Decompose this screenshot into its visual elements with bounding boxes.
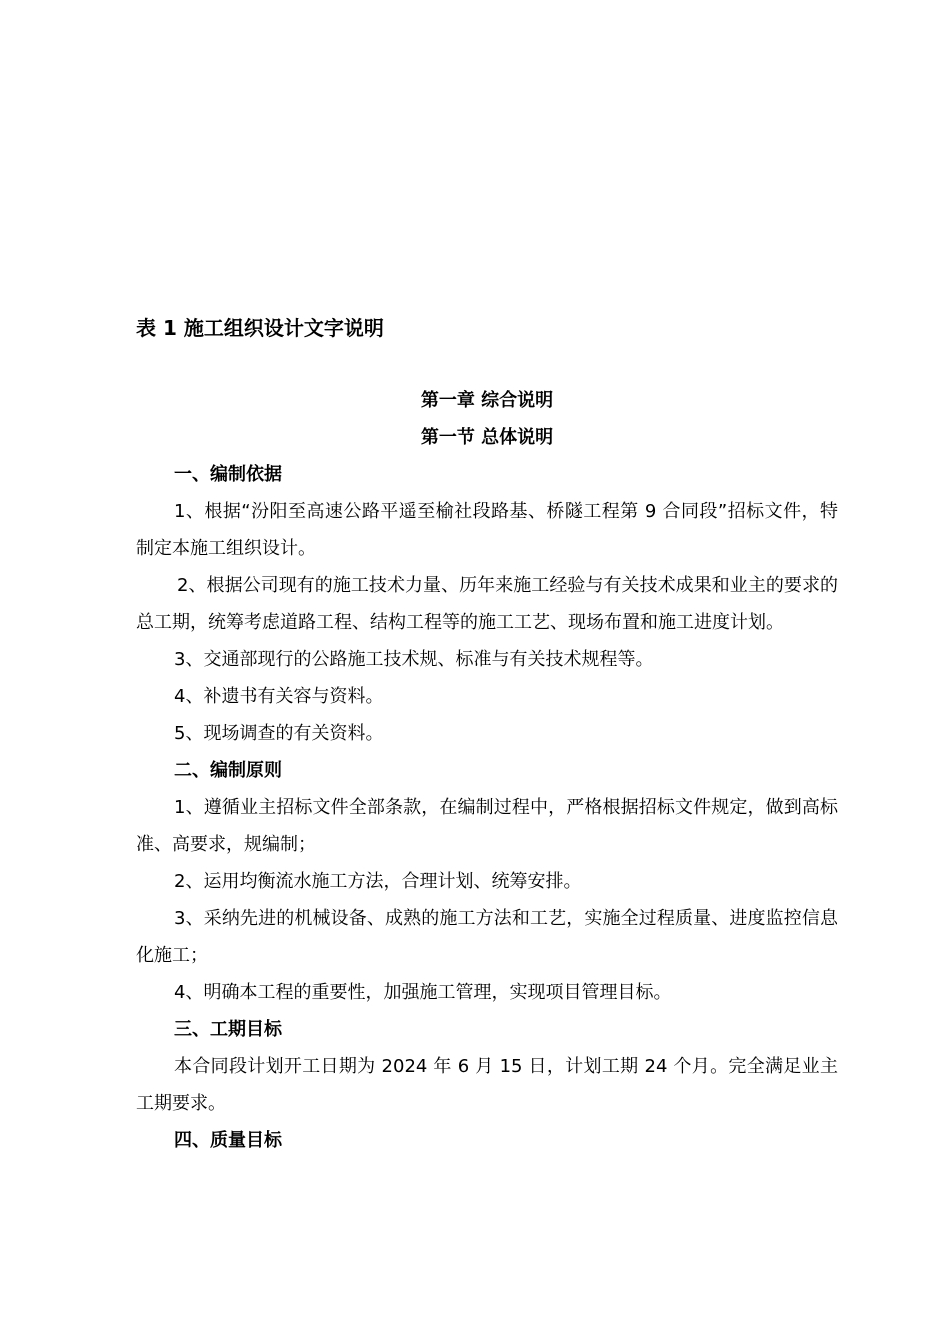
principle-item-1: 1、遵循业主招标文件全部条款，在编制过程中，严格根据招标文件规定，做到高标准、高要求，规编制； <box>136 797 838 855</box>
chapter-title: 第一章 综合说明 <box>420 390 554 411</box>
principle-item-3: 3、采纳先进的机械设备、成熟的施工方法和工艺，实施全过程质量、进度监控信息化施工； <box>136 908 838 966</box>
heading-schedule-target: 三、工期目标 <box>174 1019 282 1040</box>
basis-item-5: 5、现场调查的有关资料。 <box>174 723 384 744</box>
schedule-item-1: 本合同段计划开工日期为 2024 年 6 月 15 日，计划工期 24 个月。完全满足业主工期要求。 <box>136 1056 838 1114</box>
principle-item-2: 2、运用均衡流水施工方法，合理计划、统筹安排。 <box>174 871 582 892</box>
basis-item-1: 1、根据“汾阳至高速公路平遥至榆社段路基、桥隧工程第 9 合同段”招标文件，特制定本施工组织设计。 <box>136 501 838 559</box>
heading-compilation-principles: 二、编制原则 <box>174 760 282 781</box>
table-title: 表 1 施工组织设计文字说明 <box>136 316 384 340</box>
principle-item-4: 4、明确本工程的重要性，加强施工管理，实现项目管理目标。 <box>174 982 672 1003</box>
heading-quality-target: 四、质量目标 <box>174 1130 282 1151</box>
heading-compilation-basis: 一、编制依据 <box>174 464 282 485</box>
basis-item-4: 4、补遗书有关容与资料。 <box>174 686 384 707</box>
basis-item-2: 2、根据公司现有的施工技术力量、历年来施工经验与有关技术成果和业主的要求的总工期，统筹考虑道路工程、结构工程等的施工工艺、现场布置和施工进度计划。 <box>136 575 838 633</box>
section-title: 第一节 总体说明 <box>420 427 554 448</box>
document-body <box>136 382 838 1159</box>
basis-item-3: 3、交通部现行的公路施工技术规、标准与有关技术规程等。 <box>174 649 654 670</box>
